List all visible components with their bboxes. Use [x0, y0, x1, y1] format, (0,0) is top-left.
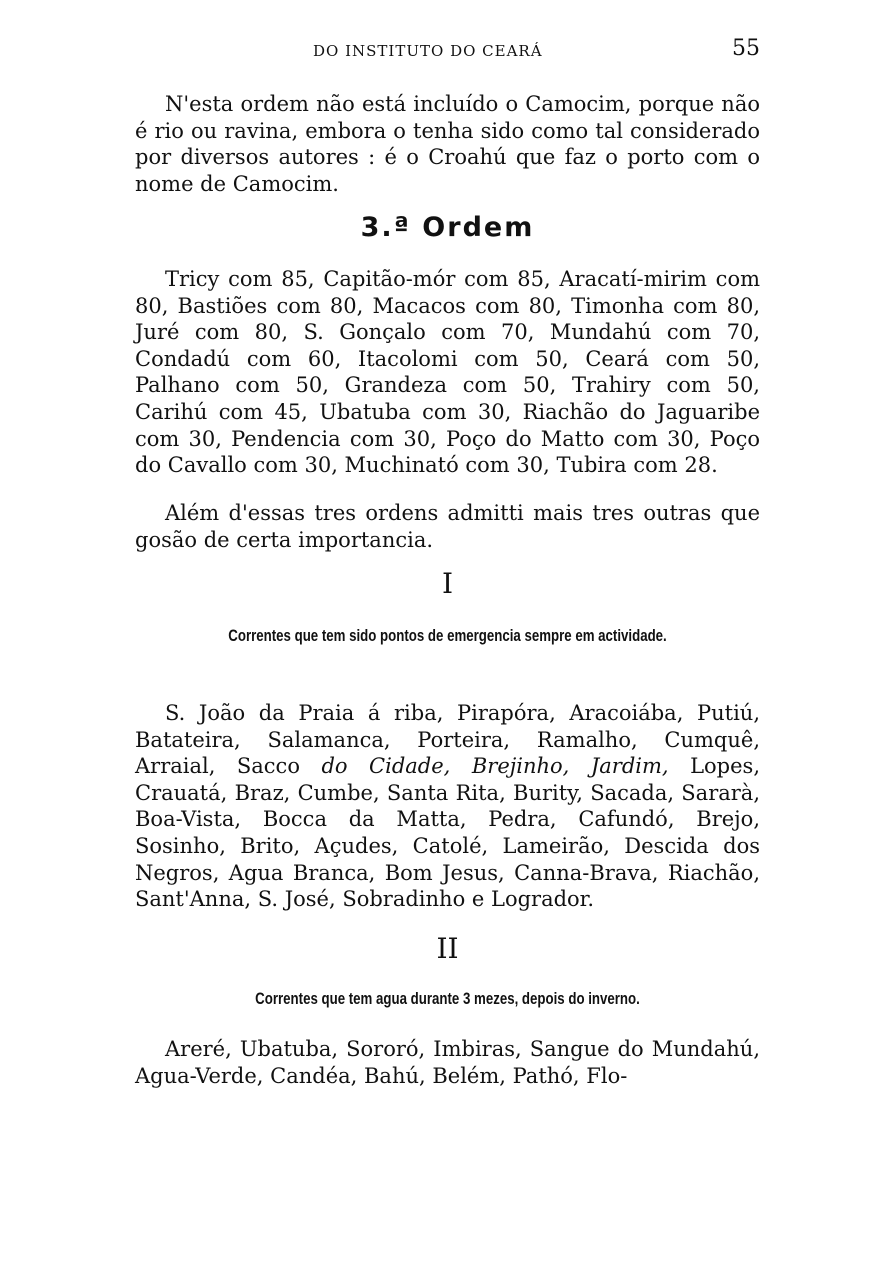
- section-one-subtitle: Correntes que tem sido pontos de emergencia sempre em actividade.: [228, 626, 667, 645]
- third-order-river-list: Tricy com 85, Capitão-mór com 85, Aracatí-mirim com 80, Bastiões com 80, Macacos com 80, Timonha com 80, Juré com 80, S. Gonçalo com 70, Mundahú com 70, Condadú com 60, Itacolomi com 50, Ceará com 50, Palhano com 50, Grandeza com 50, Trahiry com 50, Carihú com 45, Ubatuba com 30, Riachão do Jaguaribe com 30, Pendencia com 30, Poço do Matto com 30, Poço do Cavallo com 30, Muchinató com 30, Tubira com 28.: [135, 267, 760, 478]
- section-two-subtitle-wrap: [135, 985, 760, 1012]
- section-one-list-start: S. João da Praia á riba, Pirapóra, Aracoiába, Putiú, Batateira, Salamanca, Porteira, Ramalho, Cumquê, Arraial, Sacco: [135, 701, 760, 779]
- section-one-list-italic: do Cidade, Brejinho, Jardim,: [321, 754, 669, 779]
- page-number: 55: [732, 36, 760, 61]
- page-header: [135, 36, 760, 66]
- section-numeral-two: II: [436, 932, 459, 965]
- section-one-list-end: Lopes, Crauatá, Braz, Cumbe, Santa Rita, Burity, Sacada, Sararà, Boa-Vista, Bocca da Matta, Pedra, Cafundó, Brejo, Sosinho, Brito, Açudes, Catolé, Lameirão, Descida dos Negros, Agua Branca, Bom Jesus, Canna-Brava, Riachão, Sant'Anna, S. José, Sobradinho e Logrador.: [135, 754, 760, 912]
- intro-paragraph: N'esta ordem não está incluído o Camocim, porque não é rio ou ravina, embora o tenha sido como tal considerado por diversos autores : é o Croahú que faz o porto com o nome de Camocim.: [135, 92, 760, 196]
- additional-orders-paragraph: Além d'essas tres ordens admitti mais tres outras que gosão de certa importancia.: [135, 501, 760, 552]
- section-heading-third-order: 3.ª Ordem: [360, 212, 535, 243]
- section-one-list: [135, 700, 760, 913]
- section-two-list: Areré, Ubatuba, Sororó, Imbiras, Sangue do Mundahú, Agua-Verde, Candéa, Bahú, Belém, Pathó, Flo-: [135, 1037, 760, 1088]
- section-one-subtitle-wrap: [135, 622, 760, 649]
- section-two-subtitle: Correntes que tem agua durante 3 mezes, depois do inverno.: [255, 989, 640, 1008]
- section-numeral-one: I: [441, 567, 454, 600]
- running-title: DO INSTITUTO DO CEARÁ: [313, 42, 543, 60]
